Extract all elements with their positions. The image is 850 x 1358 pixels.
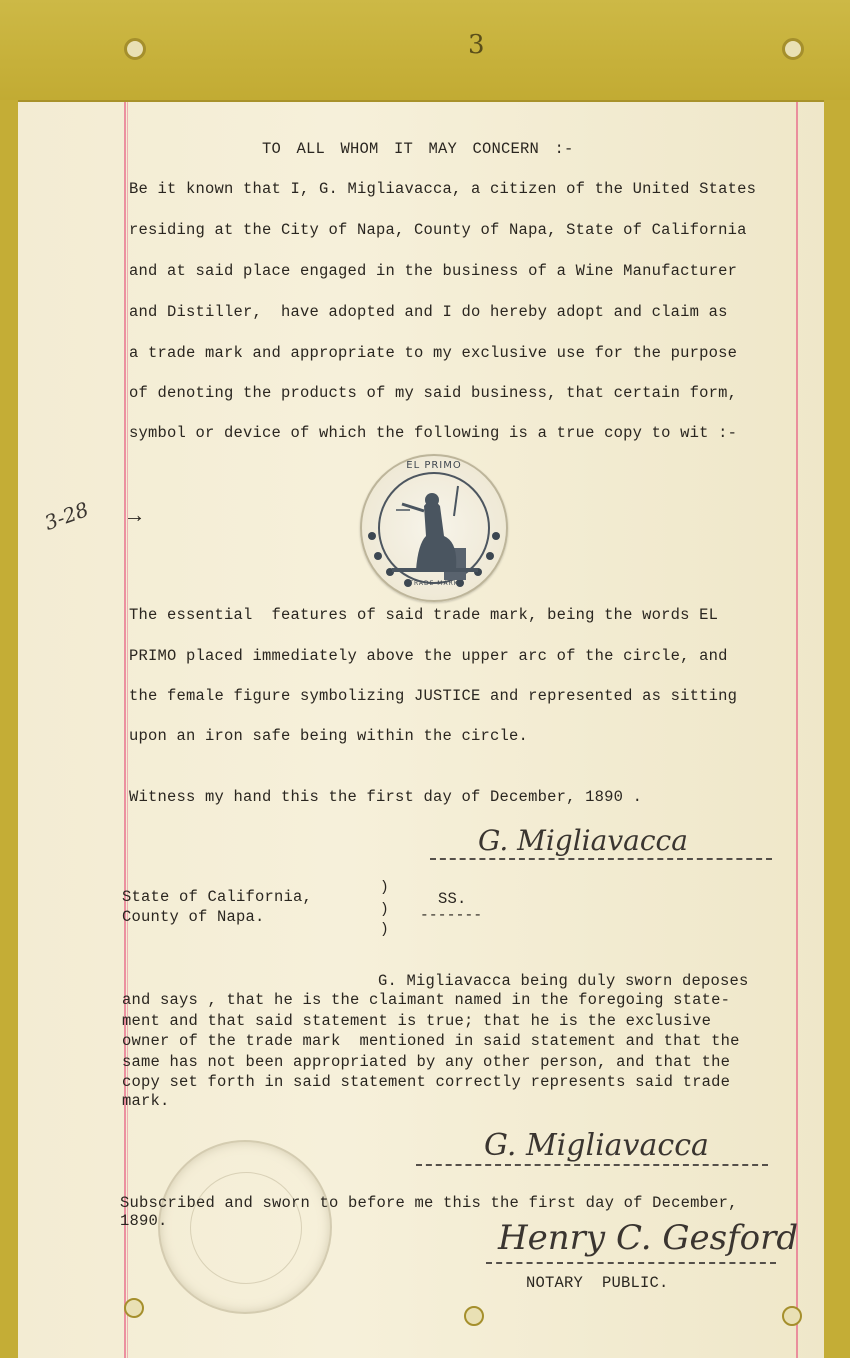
witness-line: Witness my hand this the first day of December, 1890 . [129, 788, 643, 806]
oath-line: and says , that he is the claimant named in the foregoing state- [122, 991, 731, 1009]
venue-bracket: ) [380, 922, 389, 938]
margin-arrow: → [128, 504, 142, 529]
notary-emboss-seal [158, 1140, 332, 1314]
body-line: and at said place engaged in the business of a Wine Manufacturer [129, 262, 738, 280]
margin-rule-left [124, 102, 126, 1358]
margin-note: 3-28 [41, 497, 92, 535]
venue-ss-dashes: ------- [420, 908, 483, 924]
oath-line: G. Migliavacca being duly sworn deposes [378, 972, 749, 990]
body-line: Be it known that I, G. Migliavacca, a citizen of the United States [129, 180, 757, 198]
oath-line: same has not been appropriated by any other person, and that the [122, 1053, 731, 1071]
body-line: of denoting the products of my said business, that certain form, [129, 384, 738, 402]
venue-county: County of Napa. [122, 908, 265, 926]
punch-hole-bottom-left [124, 1298, 144, 1318]
justice-figure-icon [362, 456, 506, 600]
subscribed-line: 1890. [120, 1212, 168, 1230]
punch-hole-left [124, 38, 146, 60]
margin-rule-left-secondary [127, 102, 128, 1358]
notary-title: NOTARY PUBLIC. [526, 1274, 669, 1292]
venue-state: State of California, [122, 888, 313, 906]
oath-line: owner of the trade mark mentioned in said statement and that the [122, 1032, 740, 1050]
signature-2: G. Migliavacca [484, 1128, 709, 1163]
venue-bracket: ) [380, 880, 389, 896]
signature-line-2 [416, 1164, 768, 1166]
punch-hole-bottom-center [464, 1306, 484, 1326]
punch-hole-right [782, 38, 804, 60]
label-top-text: EL PRIMO [406, 460, 462, 471]
document-page [18, 102, 824, 1358]
features-line: upon an iron safe being within the circle. [129, 727, 529, 745]
features-line: the female figure symbolizing JUSTICE and represented as sitting [129, 687, 738, 705]
subscribed-line: Subscribed and sworn to before me this the first day of December, [120, 1194, 738, 1212]
body-line: symbol or device of which the following is a true copy to wit :- [129, 424, 738, 442]
notary-signature: Henry C. Gesford [498, 1218, 799, 1258]
oath-line: mark. [122, 1092, 170, 1110]
signature-1: G. Migliavacca [478, 824, 688, 857]
label-bottom-text: TRADE MARK [409, 580, 459, 587]
page-number: 3 [468, 30, 485, 60]
venue-ss: SS. [438, 890, 467, 908]
notary-emboss-inner-ring [190, 1172, 302, 1284]
oath-line: copy set forth in said statement correctly represents said trade [122, 1073, 731, 1091]
binder-left-edge [0, 100, 18, 1358]
margin-rule-right [796, 102, 798, 1358]
punch-hole-bottom-right [782, 1306, 802, 1326]
features-line: PRIMO placed immediately above the upper arc of the circle, and [129, 647, 728, 665]
body-line: a trade mark and appropriate to my exclusive use for the purpose [129, 344, 738, 362]
venue-bracket: ) [380, 902, 389, 918]
body-line: and Distiller, have adopted and I do hereby adopt and claim as [129, 303, 728, 321]
trade-mark-label [360, 454, 508, 602]
features-line: The essential features of said trade mark, being the words EL [129, 606, 719, 624]
signature-line-1 [430, 858, 772, 860]
binder-right-edge [824, 100, 850, 1358]
notary-signature-line [486, 1262, 776, 1264]
body-line: residing at the City of Napa, County of Napa, State of California [129, 221, 747, 239]
heading: TO ALL WHOM IT MAY CONCERN :- [262, 140, 574, 158]
oath-line: ment and that said statement is true; that he is the exclusive [122, 1012, 712, 1030]
